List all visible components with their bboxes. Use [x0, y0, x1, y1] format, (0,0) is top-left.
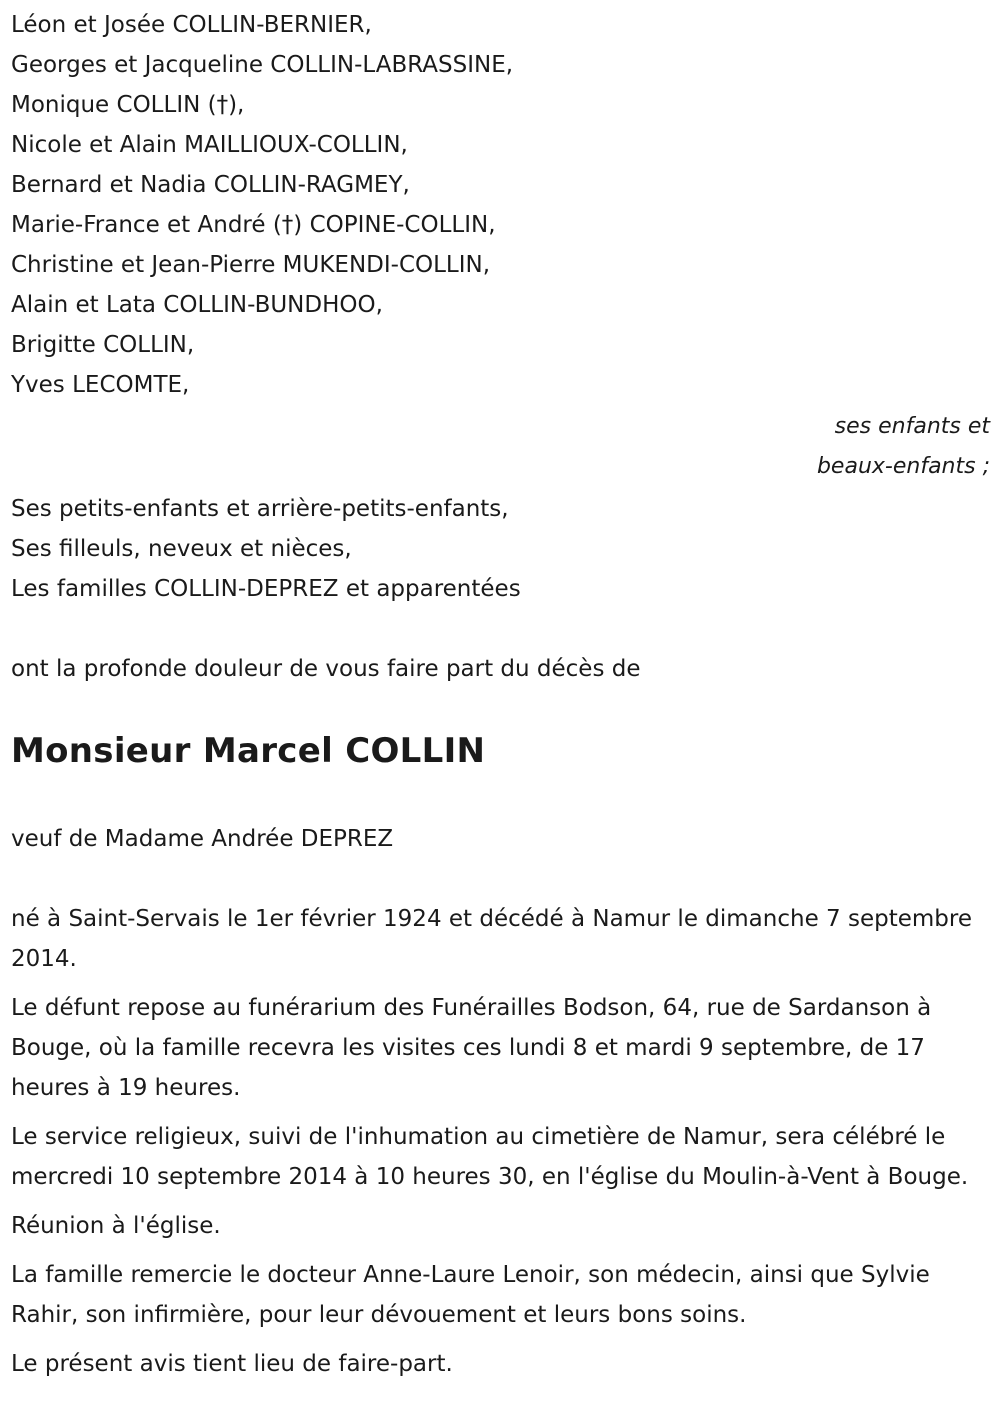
- other-relatives-item: Ses filleuls, neveux et nièces,: [11, 536, 352, 562]
- other-relatives-item: Ses petits-enfants et arrière-petits-enfants,: [11, 496, 509, 522]
- relation-caption: [11, 407, 991, 487]
- family-member: Bernard et Nadia COLLIN-RAGMEY,: [11, 172, 410, 198]
- deceased-name: Monsieur Marcel COLLIN: [11, 731, 486, 771]
- other-relatives-list: [11, 489, 991, 609]
- notice-body: [11, 899, 991, 1384]
- widow-of-text: veuf de Madame Andrée DEPREZ: [11, 826, 394, 852]
- obituary-notice: [11, 5, 991, 1393]
- family-member: Christine et Jean-Pierre MUKENDI-COLLIN,: [11, 252, 491, 278]
- notice-paragraph: Le présent avis tient lieu de faire-part.: [11, 1351, 453, 1377]
- family-member: Marie-France et André (†) COPINE-COLLIN,: [11, 212, 496, 238]
- visitation-paragraph: Le défunt repose au funérarium des Funérailles Bodson, 64, rue de Sardanson à Bouge, où la famille recevra les visites ces lundi 8 et mardi 9 septembre, de 17 heures à 19 heures.: [11, 995, 932, 1101]
- meeting-paragraph: Réunion à l'église.: [11, 1213, 221, 1239]
- family-member: Monique COLLIN (†),: [11, 92, 245, 118]
- other-relatives-item: Les familles COLLIN-DEPREZ et apparentées: [11, 576, 521, 602]
- family-member: Alain et Lata COLLIN-BUNDHOO,: [11, 292, 383, 318]
- family-list: [11, 5, 991, 405]
- service-paragraph: Le service religieux, suivi de l'inhumation au cimetière de Namur, sera célébré le mercredi 10 septembre 2014 à 10 heures 30, en l'église du Moulin-à-Vent à Bouge.: [11, 1124, 969, 1190]
- family-member: Nicole et Alain MAILLIOUX-COLLIN,: [11, 132, 408, 158]
- family-member: Georges et Jacqueline COLLIN-LABRASSINE,: [11, 52, 514, 78]
- announcement-text: ont la profonde douleur de vous faire part du décès de: [11, 656, 641, 682]
- relation-line: ses enfants et: [834, 414, 990, 439]
- family-member: Léon et Josée COLLIN-BERNIER,: [11, 12, 372, 38]
- thanks-paragraph: La famille remercie le docteur Anne-Laure Lenoir, son médecin, ainsi que Sylvie Rahir, son infirmière, pour leur dévouement et leurs bons soins.: [11, 1262, 930, 1328]
- family-member: Brigitte COLLIN,: [11, 332, 195, 358]
- birth-death-paragraph: né à Saint-Servais le 1er février 1924 et décédé à Namur le dimanche 7 septembre 2014.: [11, 906, 972, 972]
- family-member: Yves LECOMTE,: [11, 372, 190, 398]
- relation-line: beaux-enfants ;: [816, 454, 990, 479]
